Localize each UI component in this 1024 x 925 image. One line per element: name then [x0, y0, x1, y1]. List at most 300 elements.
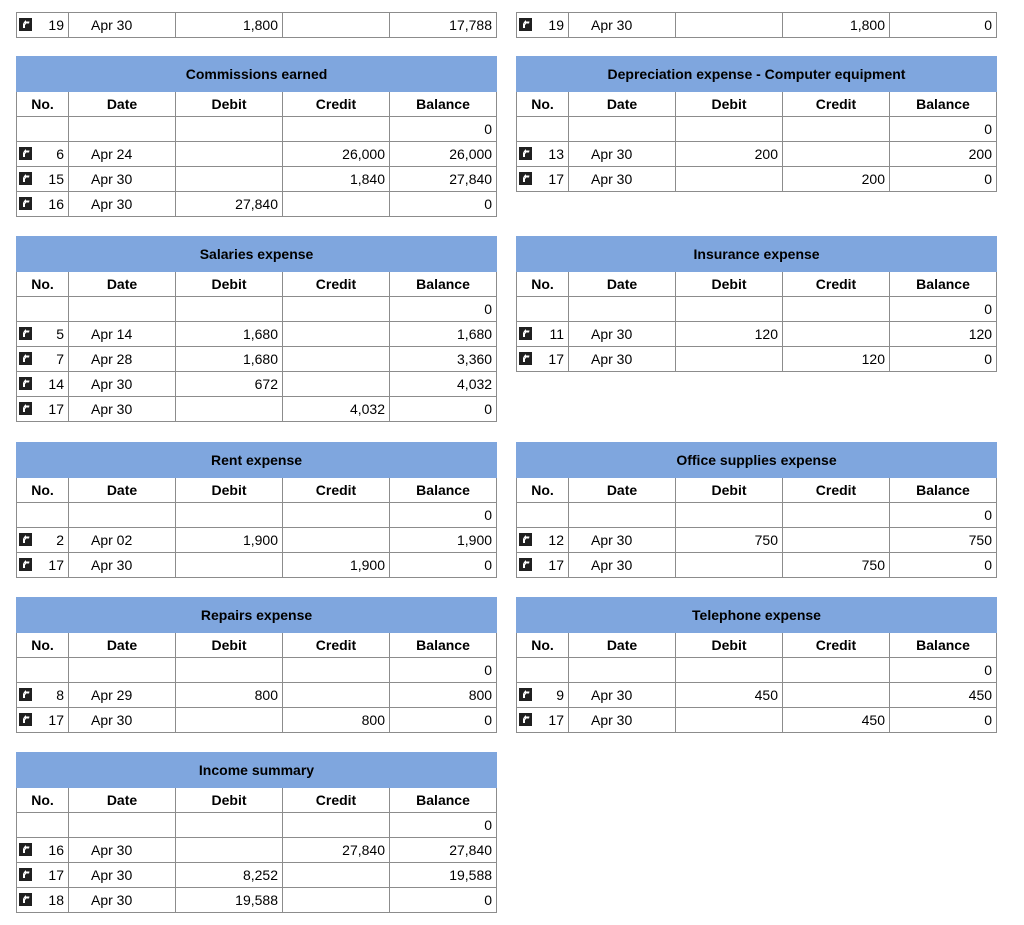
credit-cell [283, 372, 390, 397]
date-cell [69, 503, 176, 528]
ledger-depreciation-expense [516, 56, 997, 192]
date-value: Apr 30 [91, 557, 133, 573]
date-cell [69, 117, 176, 142]
date-value: Apr 24 [91, 146, 133, 162]
credit-cell [283, 167, 390, 192]
column-header-no: No. [17, 272, 69, 297]
balance-cell [390, 372, 497, 397]
no-cell [17, 528, 69, 553]
ledger-row [17, 528, 497, 553]
balance-cell [890, 503, 997, 528]
ledger-row [17, 167, 497, 192]
debit-cell [176, 503, 283, 528]
credit-cell [283, 658, 390, 683]
column-header-no: No. [517, 633, 569, 658]
ledger-row [517, 658, 997, 683]
column-header-no: No. [517, 92, 569, 117]
no-cell [517, 13, 569, 38]
no-value: 2 [56, 532, 64, 548]
column-header-no: No. [517, 272, 569, 297]
date-cell [69, 553, 176, 578]
no-value: 12 [548, 532, 564, 548]
credit-cell [783, 553, 890, 578]
date-cell [569, 553, 676, 578]
debit-cell [176, 813, 283, 838]
balance-value: 0 [984, 712, 993, 728]
back-arrow-icon[interactable] [519, 172, 532, 185]
column-header-no: No. [17, 478, 69, 503]
credit-cell [283, 142, 390, 167]
no-value: 15 [48, 171, 64, 187]
back-arrow-icon[interactable] [19, 327, 32, 340]
balance-value: 1,900 [457, 532, 493, 548]
column-header-balance: Balance [890, 272, 997, 297]
credit-cell [783, 13, 890, 38]
ledger-row [17, 683, 497, 708]
debit-cell [176, 297, 283, 322]
ledger-income-summary [16, 752, 497, 913]
ledger-title: Insurance expense [517, 237, 997, 272]
credit-cell [283, 322, 390, 347]
balance-value: 750 [968, 532, 992, 548]
balance-cell [390, 863, 497, 888]
ledger-continuation-left [16, 12, 497, 38]
no-cell [17, 297, 69, 322]
no-cell [17, 553, 69, 578]
ledger-title: Telephone expense [517, 598, 997, 633]
balance-value: 0 [984, 351, 993, 367]
balance-value: 1,680 [457, 326, 493, 342]
ledger-row [517, 117, 997, 142]
balance-cell [890, 322, 997, 347]
balance-cell [390, 397, 497, 422]
ledger-repairs-expense [16, 597, 497, 733]
balance-value: 0 [984, 17, 992, 33]
column-header-date: Date [69, 272, 176, 297]
back-arrow-icon[interactable] [19, 843, 32, 856]
balance-cell [390, 708, 497, 733]
back-arrow-icon[interactable] [19, 197, 32, 210]
column-header-balance: Balance [390, 788, 497, 813]
back-arrow-icon[interactable] [519, 558, 532, 571]
date-value: Apr 30 [91, 196, 133, 212]
no-cell [517, 167, 569, 192]
no-value: 7 [56, 351, 64, 367]
debit-value: 800 [254, 687, 278, 703]
ledger-row [517, 322, 997, 347]
column-header-debit: Debit [176, 272, 283, 297]
debit-cell [176, 838, 283, 863]
credit-value: 1,900 [349, 557, 385, 573]
date-value: Apr 30 [591, 171, 633, 187]
no-cell [517, 553, 569, 578]
ledger-row [517, 683, 997, 708]
credit-cell [783, 683, 890, 708]
balance-value: 0 [484, 712, 493, 728]
back-arrow-icon[interactable] [19, 533, 32, 546]
balance-value: 3,360 [457, 351, 493, 367]
ledger-row [17, 397, 497, 422]
credit-value: 26,000 [342, 146, 385, 162]
balance-cell [890, 553, 997, 578]
column-header-date: Date [569, 633, 676, 658]
balance-value: 0 [484, 401, 493, 417]
date-value: Apr 30 [591, 687, 633, 703]
no-cell [517, 528, 569, 553]
credit-cell [283, 297, 390, 322]
balance-value: 0 [484, 817, 493, 833]
balance-cell [390, 117, 497, 142]
date-cell [569, 708, 676, 733]
ledger-title: Income summary [17, 753, 497, 788]
balance-cell [390, 142, 497, 167]
debit-cell [676, 683, 783, 708]
column-header-date: Date [69, 788, 176, 813]
debit-cell [676, 13, 783, 38]
column-header-balance: Balance [390, 272, 497, 297]
credit-cell [283, 503, 390, 528]
date-value: Apr 30 [91, 401, 133, 417]
column-header-credit: Credit [283, 272, 390, 297]
date-cell [69, 13, 176, 38]
date-value: Apr 30 [591, 712, 633, 728]
date-value: Apr 30 [591, 557, 633, 573]
no-value: 13 [548, 146, 564, 162]
no-cell [17, 863, 69, 888]
no-cell [17, 192, 69, 217]
debit-cell [176, 528, 283, 553]
no-value: 17 [548, 712, 564, 728]
credit-value: 450 [861, 712, 885, 728]
ledger-row [517, 347, 997, 372]
date-cell [569, 297, 676, 322]
ledger-row [517, 142, 997, 167]
credit-value: 27,840 [342, 842, 385, 858]
debit-cell [676, 528, 783, 553]
ledger-title: Depreciation expense - Computer equipment [517, 57, 997, 92]
balance-cell [390, 838, 497, 863]
no-cell [17, 347, 69, 372]
back-arrow-icon[interactable] [19, 18, 32, 31]
ledger-title: Rent expense [17, 443, 497, 478]
back-arrow-icon[interactable] [519, 713, 532, 726]
balance-cell [390, 658, 497, 683]
ledger-rent-expense [16, 442, 497, 578]
credit-value: 4,032 [349, 401, 385, 417]
column-header-no: No. [17, 633, 69, 658]
debit-cell [176, 658, 283, 683]
ledger-title: Office supplies expense [517, 443, 997, 478]
credit-cell [283, 888, 390, 913]
ledger-insurance-expense [516, 236, 997, 372]
credit-cell [783, 347, 890, 372]
debit-cell [176, 167, 283, 192]
no-cell [517, 297, 569, 322]
debit-cell [676, 322, 783, 347]
column-header-debit: Debit [676, 92, 783, 117]
back-arrow-icon[interactable] [519, 147, 532, 160]
ledger-telephone-expense [516, 597, 997, 733]
column-header-debit: Debit [176, 788, 283, 813]
debit-cell [676, 708, 783, 733]
debit-value: 672 [254, 376, 278, 392]
date-cell [69, 708, 176, 733]
no-cell [17, 658, 69, 683]
back-arrow-icon[interactable] [19, 868, 32, 881]
debit-cell [176, 553, 283, 578]
column-header-credit: Credit [783, 633, 890, 658]
column-header-balance: Balance [890, 92, 997, 117]
date-cell [69, 838, 176, 863]
date-value: Apr 30 [91, 867, 133, 883]
column-header-date: Date [569, 272, 676, 297]
back-arrow-icon[interactable] [19, 713, 32, 726]
no-value: 16 [48, 196, 64, 212]
date-value: Apr 02 [91, 532, 133, 548]
column-header-balance: Balance [890, 633, 997, 658]
debit-cell [676, 297, 783, 322]
no-value: 17 [548, 351, 564, 367]
credit-cell [283, 863, 390, 888]
date-cell [69, 528, 176, 553]
no-cell [517, 658, 569, 683]
no-cell [17, 372, 69, 397]
debit-cell [176, 347, 283, 372]
balance-cell [890, 347, 997, 372]
date-cell [69, 347, 176, 372]
no-cell [17, 167, 69, 192]
ledger-row [17, 813, 497, 838]
debit-cell [176, 192, 283, 217]
no-cell [17, 888, 69, 913]
no-value: 17 [548, 171, 564, 187]
date-value: Apr 14 [91, 326, 133, 342]
back-arrow-icon[interactable] [19, 377, 32, 390]
ledger-row [517, 708, 997, 733]
column-header-no: No. [517, 478, 569, 503]
date-cell [69, 863, 176, 888]
date-cell [69, 372, 176, 397]
credit-value: 200 [861, 171, 885, 187]
debit-cell [176, 372, 283, 397]
credit-cell [783, 142, 890, 167]
debit-cell [176, 683, 283, 708]
balance-cell [890, 117, 997, 142]
balance-cell [390, 503, 497, 528]
column-header-balance: Balance [890, 478, 997, 503]
back-arrow-icon[interactable] [519, 688, 532, 701]
date-value: Apr 30 [91, 892, 133, 908]
back-arrow-icon[interactable] [19, 352, 32, 365]
ledger-salaries-expense [16, 236, 497, 422]
credit-cell [283, 683, 390, 708]
balance-cell [890, 683, 997, 708]
column-header-credit: Credit [283, 92, 390, 117]
column-header-date: Date [569, 478, 676, 503]
debit-cell [176, 888, 283, 913]
balance-value: 0 [484, 507, 493, 523]
balance-value: 0 [484, 662, 493, 678]
balance-cell [390, 888, 497, 913]
balance-value: 0 [484, 196, 493, 212]
date-cell [569, 142, 676, 167]
back-arrow-icon[interactable] [19, 893, 32, 906]
date-cell [69, 658, 176, 683]
date-cell [569, 347, 676, 372]
debit-value: 200 [754, 146, 778, 162]
date-cell [69, 888, 176, 913]
column-header-debit: Debit [176, 633, 283, 658]
back-arrow-icon[interactable] [519, 533, 532, 546]
no-cell [517, 322, 569, 347]
ledger-title: Salaries expense [17, 237, 497, 272]
ledger-title: Repairs expense [17, 598, 497, 633]
balance-value: 450 [968, 687, 993, 703]
date-cell [69, 297, 176, 322]
date-value: Apr 30 [591, 146, 633, 162]
ledger-row [17, 322, 497, 347]
date-value: Apr 30 [591, 17, 633, 33]
no-cell [17, 503, 69, 528]
date-value: Apr 28 [91, 351, 133, 367]
ledger-row [517, 167, 997, 192]
column-header-credit: Credit [783, 478, 890, 503]
balance-value: 0 [984, 507, 992, 523]
no-cell [517, 708, 569, 733]
debit-value: 19,588 [235, 892, 278, 908]
credit-cell [283, 708, 390, 733]
balance-cell [890, 142, 997, 167]
no-cell [17, 322, 69, 347]
back-arrow-icon[interactable] [19, 172, 32, 185]
balance-cell [890, 708, 997, 733]
ledger-title: Commissions earned [17, 57, 497, 92]
ledger-row [17, 503, 497, 528]
date-cell [569, 658, 676, 683]
debit-value: 1,680 [242, 351, 278, 367]
ledger-continuation-right [516, 12, 997, 38]
credit-cell [283, 192, 390, 217]
debit-value: 450 [754, 687, 778, 703]
column-header-debit: Debit [676, 272, 783, 297]
ledger-row [17, 708, 497, 733]
no-cell [517, 142, 569, 167]
date-cell [69, 683, 176, 708]
ledger-office-supplies-expense [516, 442, 997, 578]
credit-cell [283, 813, 390, 838]
column-header-date: Date [69, 478, 176, 503]
balance-cell [890, 167, 997, 192]
column-header-debit: Debit [176, 478, 283, 503]
balance-value: 27,840 [449, 842, 493, 858]
balance-value: 0 [484, 301, 493, 317]
no-cell [517, 117, 569, 142]
ledger-row [17, 372, 497, 397]
back-arrow-icon[interactable] [519, 352, 532, 365]
column-header-credit: Credit [783, 92, 890, 117]
ledger-row [17, 658, 497, 683]
balance-cell [390, 322, 497, 347]
balance-value: 17,788 [449, 17, 492, 33]
date-cell [69, 322, 176, 347]
debit-cell [676, 142, 783, 167]
back-arrow-icon[interactable] [19, 147, 32, 160]
credit-value: 1,800 [849, 17, 885, 33]
balance-cell [390, 528, 497, 553]
date-cell [569, 13, 676, 38]
back-arrow-icon[interactable] [519, 18, 532, 31]
balance-value: 800 [468, 687, 493, 703]
date-cell [569, 528, 676, 553]
credit-value: 1,840 [349, 171, 385, 187]
no-cell [17, 142, 69, 167]
debit-value: 1,680 [242, 326, 278, 342]
column-header-no: No. [17, 788, 69, 813]
debit-cell [176, 397, 283, 422]
date-value: Apr 30 [91, 17, 133, 33]
date-cell [69, 167, 176, 192]
column-header-debit: Debit [676, 633, 783, 658]
balance-value: 120 [968, 326, 993, 342]
credit-cell [783, 658, 890, 683]
balance-cell [390, 683, 497, 708]
no-cell [517, 503, 569, 528]
balance-value: 0 [484, 557, 493, 573]
no-value: 17 [48, 557, 64, 573]
debit-value: 1,800 [242, 17, 278, 33]
no-cell [17, 13, 69, 38]
credit-cell [783, 503, 890, 528]
column-header-balance: Balance [390, 92, 497, 117]
debit-cell [176, 322, 283, 347]
debit-cell [176, 863, 283, 888]
column-header-debit: Debit [676, 478, 783, 503]
column-header-credit: Credit [283, 788, 390, 813]
debit-value: 120 [754, 326, 778, 342]
balance-cell [890, 658, 997, 683]
no-cell [517, 683, 569, 708]
credit-cell [283, 117, 390, 142]
back-arrow-icon[interactable] [19, 688, 32, 701]
no-value: 5 [56, 326, 64, 342]
date-value: Apr 30 [591, 532, 633, 548]
back-arrow-icon[interactable] [19, 558, 32, 571]
ledger-row [17, 553, 497, 578]
column-header-debit: Debit [176, 92, 283, 117]
balance-value: 4,032 [457, 376, 493, 392]
no-value: 14 [48, 376, 64, 392]
no-cell [517, 347, 569, 372]
column-header-credit: Credit [783, 272, 890, 297]
credit-cell [783, 297, 890, 322]
debit-value: 750 [754, 532, 778, 548]
debit-value: 8,252 [242, 867, 278, 883]
back-arrow-icon[interactable] [19, 402, 32, 415]
balance-cell [390, 297, 497, 322]
ledger-row [17, 838, 497, 863]
ledger-row [517, 553, 997, 578]
balance-cell [390, 553, 497, 578]
debit-cell [176, 142, 283, 167]
date-cell [69, 813, 176, 838]
balance-value: 0 [984, 662, 993, 678]
balance-value: 19,588 [449, 867, 493, 883]
no-cell [17, 838, 69, 863]
no-value: 6 [56, 146, 64, 162]
date-cell [569, 503, 676, 528]
credit-value: 800 [361, 712, 385, 728]
back-arrow-icon[interactable] [519, 327, 532, 340]
